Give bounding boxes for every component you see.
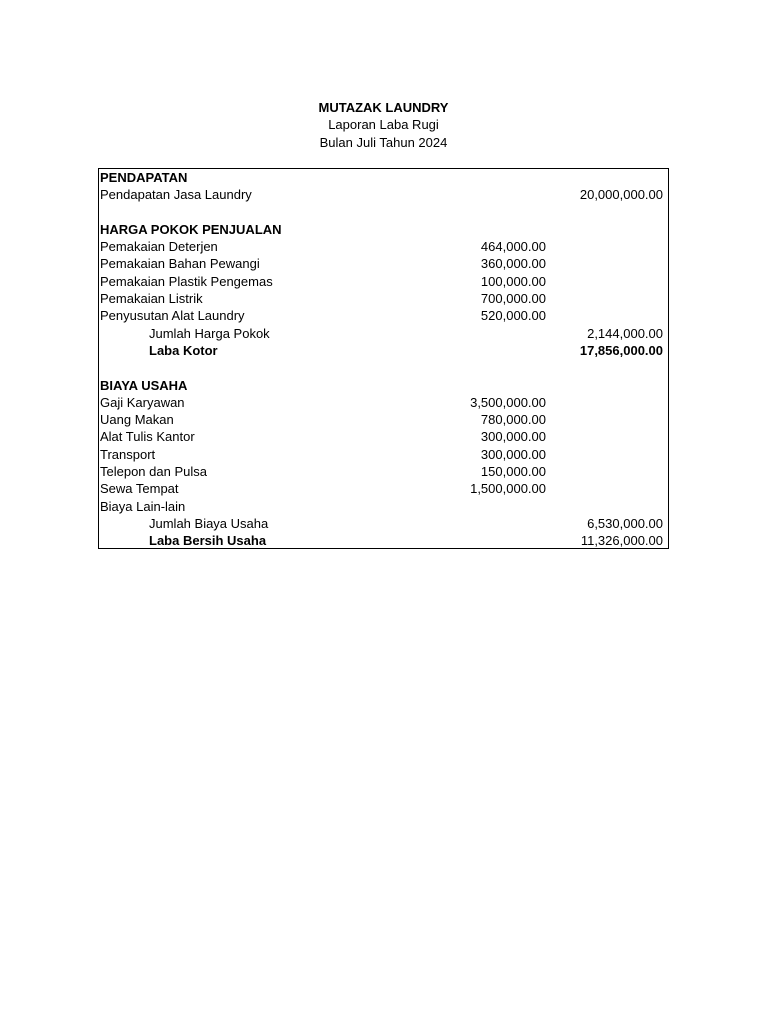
line-item (99, 411, 668, 428)
gross-profit-label: Laba Kotor (149, 342, 218, 358)
net-profit-label: Laba Bersih Usaha (149, 533, 267, 549)
gross-profit-value: 17,856,000.00 (579, 342, 663, 358)
line-item (99, 290, 668, 307)
line-item (99, 238, 668, 255)
line-item-label: Pemakaian Listrik (100, 291, 203, 307)
line-item-amount: 300,000.00 (480, 429, 546, 445)
report-header (98, 99, 669, 151)
line-item-label: Uang Makan (100, 412, 174, 428)
line-item-amount: 1,500,000.00 (470, 481, 546, 497)
line-item-amount: 3,500,000.00 (470, 394, 546, 410)
line-item (99, 273, 668, 290)
section-heading-revenue (99, 169, 668, 186)
line-item-label: Biaya Lain-lain (100, 498, 186, 514)
line-item-amount: 300,000.00 (480, 446, 546, 462)
section-heading-label: HARGA POKOK PENJUALAN (100, 221, 282, 237)
subtotal-value: 2,144,000.00 (587, 325, 663, 341)
net-profit-row (99, 532, 668, 549)
blank-row (99, 359, 668, 376)
subtotal-row-operating-expenses (99, 515, 668, 532)
line-item-amount: 464,000.00 (480, 239, 546, 255)
line-item-total: 20,000,000.00 (579, 187, 663, 203)
section-heading-label: BIAYA USAHA (100, 377, 188, 393)
line-item (99, 307, 668, 324)
line-item-amount: 700,000.00 (480, 291, 546, 307)
line-item (99, 446, 668, 463)
report-title: Laporan Laba Rugi (328, 117, 439, 133)
line-item-label: Alat Tulis Kantor (100, 429, 195, 445)
line-item-amount: 520,000.00 (480, 308, 546, 324)
section-heading-operating-expenses (99, 377, 668, 394)
line-item (99, 480, 668, 497)
line-item-label: Pemakaian Plastik Pengemas (100, 273, 273, 289)
line-item-amount: 360,000.00 (480, 256, 546, 272)
line-item-label: Penyusutan Alat Laundry (100, 308, 245, 324)
line-item-label: Telepon dan Pulsa (100, 464, 207, 480)
subtotal-row-cogs (99, 325, 668, 342)
line-item-amount: 780,000.00 (480, 412, 546, 428)
line-item (99, 186, 668, 203)
line-item-amount: 100,000.00 (480, 273, 546, 289)
line-item (99, 498, 668, 515)
line-item-label: Transport (100, 446, 156, 462)
line-item-label: Gaji Karyawan (100, 394, 185, 410)
subtotal-label: Jumlah Biaya Usaha (149, 515, 269, 531)
section-heading-cogs (99, 221, 668, 238)
line-item (99, 428, 668, 445)
blank-row (99, 204, 668, 221)
net-profit-value: 11,326,000.00 (580, 533, 663, 549)
line-item-label: Pendapatan Jasa Laundry (100, 187, 252, 203)
gross-profit-row (99, 342, 668, 359)
line-item (99, 255, 668, 272)
line-item-amount: 150,000.00 (480, 464, 546, 480)
line-item (99, 463, 668, 480)
income-statement-table (98, 168, 669, 549)
line-item-label: Pemakaian Deterjen (100, 239, 218, 255)
section-heading-label: PENDAPATAN (100, 170, 188, 185)
subtotal-label: Jumlah Harga Pokok (149, 325, 270, 341)
company-name: MUTAZAK LAUNDRY (318, 100, 449, 115)
report-period: Bulan Juli Tahun 2024 (319, 134, 448, 150)
subtotal-value: 6,530,000.00 (587, 515, 663, 531)
line-item (99, 394, 668, 411)
line-item-label: Pemakaian Bahan Pewangi (100, 256, 260, 272)
line-item-label: Sewa Tempat (100, 481, 179, 497)
